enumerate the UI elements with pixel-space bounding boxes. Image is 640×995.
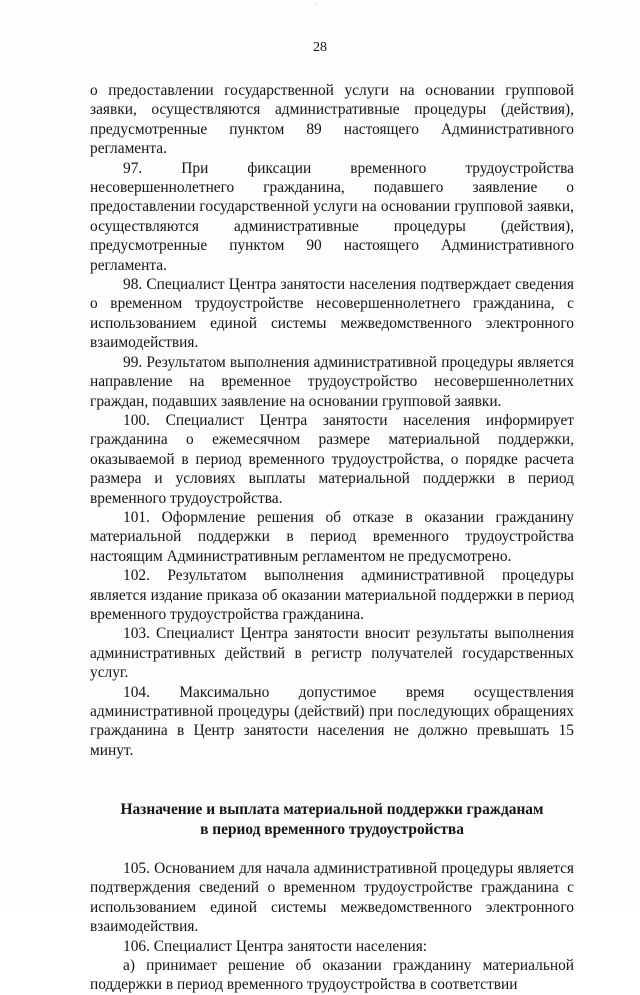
- section-heading-line-1: Назначение и выплата материальной поддержки гражданам: [120, 801, 544, 819]
- paragraph-106: 106. Специалист Центра занятости населения:: [123, 937, 428, 955]
- paragraph-continuation: о предоставлении государственной услуги на основании групповой заявки, осуществляются административные процедуры (действия), предусмотренные пунктом 89 настоящего Административного регламента.: [90, 82, 574, 158]
- paragraph-102: 102. Результатом выполнения административной процедуры является издание приказа об оказании материальной поддержки в период временного трудоустройства гражданина.: [90, 567, 574, 623]
- scan-artifact: ⁘: [312, 0, 319, 9]
- paragraph-103: 103. Специалист Центра занятости вносит результаты выполнения административных действий в регистр получателей государственных услуг.: [90, 625, 574, 682]
- section-heading: [90, 800, 574, 839]
- paragraph-106-a: а) принимает решение об оказании гражданину материальной поддержки в период временного трудоустройства в соответствии: [90, 957, 574, 994]
- paragraph-100: 100. Специалист Центра занятости населения информирует гражданина о ежемесячном размере материальной поддержки, оказываемой в период временного трудоустройства, о порядке расчета размера и условиях выплаты материальной поддержки в период временного трудоустройства.: [90, 411, 574, 507]
- section-heading-line-2: в период временного трудоустройства: [200, 820, 464, 838]
- document-body: [90, 81, 574, 995]
- paragraph-105: 105. Основанием для начала административной процедуры является подтверждения сведений о временном трудоустройстве гражданина с использованием единой системы межведомственного электронного взаимодействия.: [90, 860, 574, 936]
- paragraph-97: 97. При фиксации временного трудоустройства несовершеннолетнего гражданина, подавшего заявление о предоставлении государственной услуги на основании групповой заявки, осуществляются административные процедуры (действия), предусмотренные пунктом 90 настоящего Административного регламента.: [90, 159, 574, 274]
- paragraph-101: 101. Оформление решения об отказе в оказании гражданину материальной поддержки в период временного трудоустройства настоящим Административным регламентом не предусмотрено.: [90, 508, 574, 565]
- paragraph-104: 104. Максимально допустимое время осуществления административной процедуры (действий) при последующих обращениях гражданина в Центр занятости населения не должно превышать 15 минут.: [90, 683, 574, 759]
- page-number: 28: [313, 40, 327, 55]
- paragraph-99: 99. Результатом выполнения административной процедуры является направление на временное трудоустройство несовершеннолетних граждан, подавших заявление на основании групповой заявки.: [90, 353, 574, 410]
- paragraph-98: 98. Специалист Центра занятости населения подтверждает сведения о временном трудоустройстве несовершеннолетнего гражданина, с использованием единой системы межведомственного электронного взаимодействия.: [90, 276, 574, 352]
